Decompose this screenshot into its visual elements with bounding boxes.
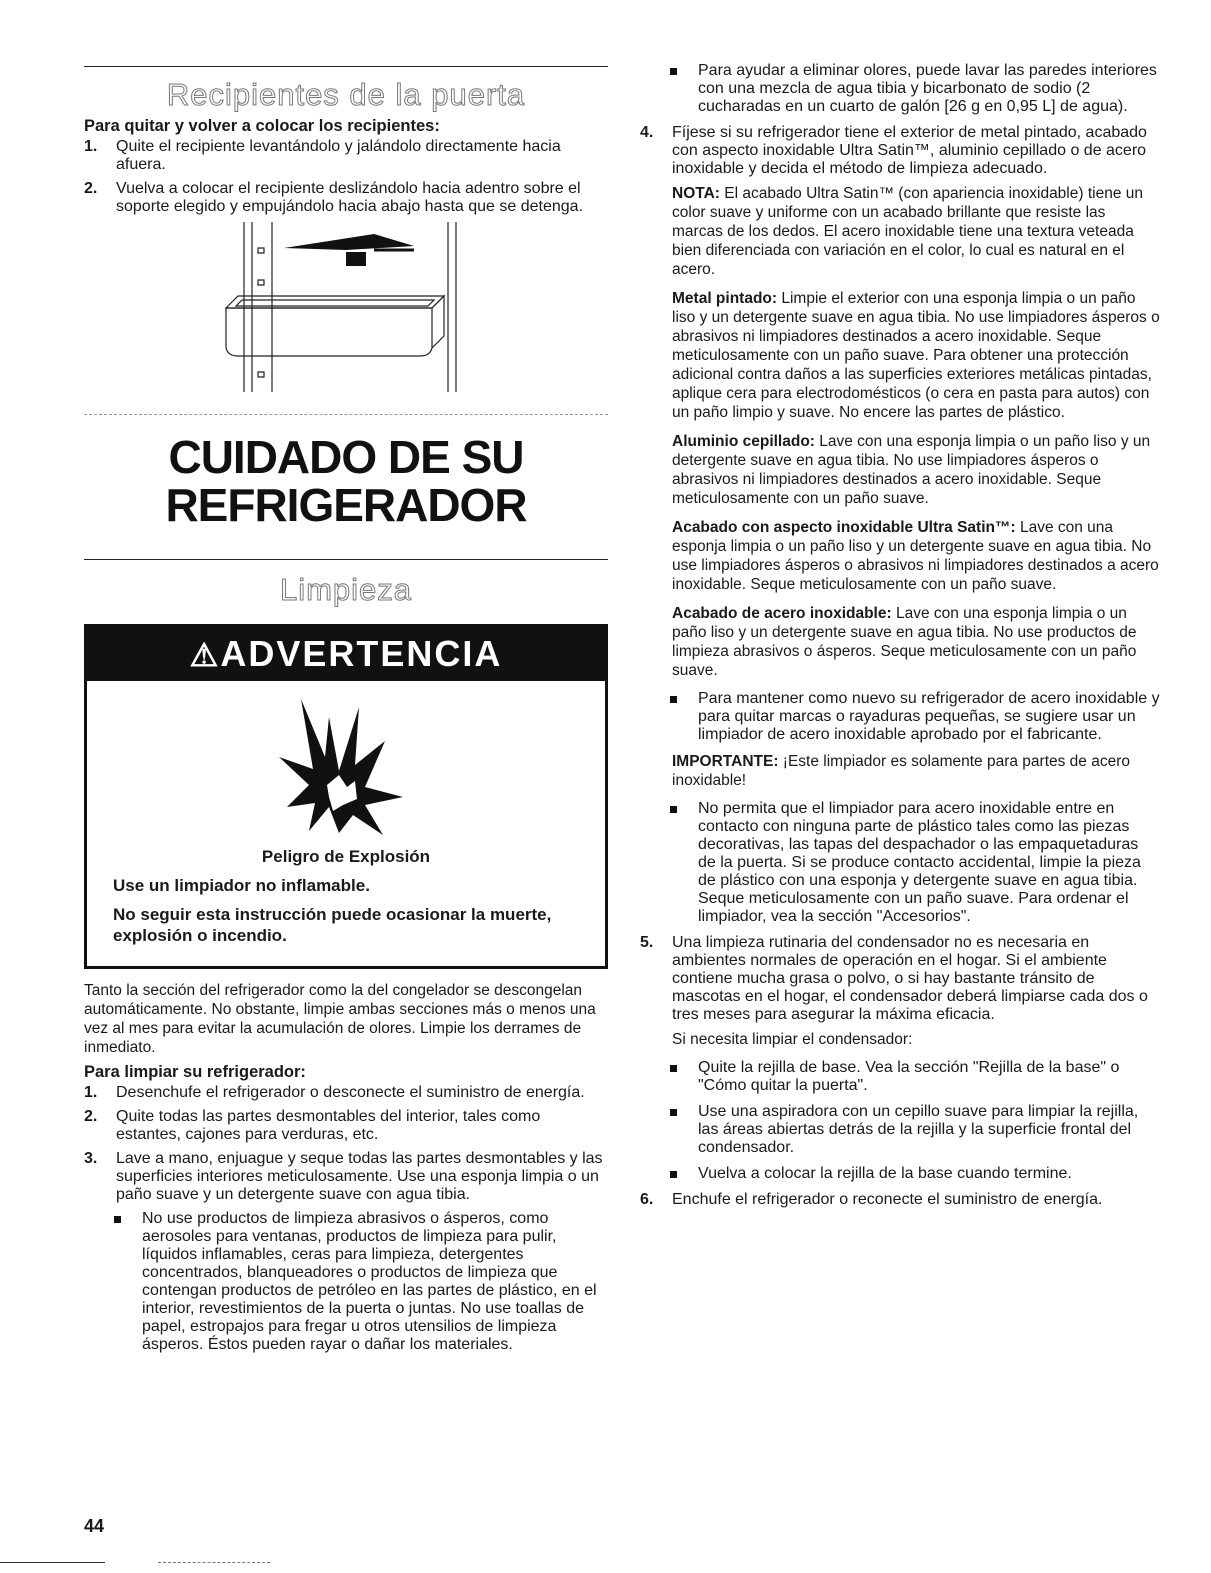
right-column [640, 62, 1160, 1215]
bullet-square-icon [670, 1103, 698, 1157]
bullet-item: Quite la rejilla de base. Vea la sección "Rejilla de la base" o "Cómo quitar la puerta". [670, 1059, 1160, 1095]
stainless-paragraph: Acabado de acero inoxidable: Lave con una esponja limpia o un paño liso y un detergente suave en agua tibia. No use productos de limpieza abrasivos o ásperos. Seque meticulosamente con un paño suave. [672, 605, 1137, 679]
explosion-icon [103, 687, 591, 843]
painted-metal-paragraph: Metal pintado: Limpie el exterior con una esponja limpia o un paño liso y un detergente suave en agua tibia. No use limpiadores ásperos o abrasivos ni limpiadores destinados a acero inoxidable. Seque meticulosamente con un paño suave. Para obtener una protección adicional contra daños a las superficies exteriores metálicas pintadas, aplique cera para electrodomésticos (o cera en pasta para autos) con un paño limpio y suave. No encere las partes de plástico. [672, 290, 1160, 421]
section-title-cleaning: Limpieza [279, 572, 413, 607]
section-title-door-bins: Recipientes de la puerta [166, 77, 526, 112]
brushed-aluminum-paragraph: Aluminio cepillado: Lave con una esponja limpia o un paño liso y un detergente suave en agua tibia. No use limpiadores ásperos o abrasivos ni limpiadores destinados a acero inoxidable. Seque meticulosamente con un paño suave. [672, 433, 1151, 507]
bullet-item: No permita que el limpiador para acero inoxidable entre en contacto con ninguna parte de plástico tales como las piezas decorativas, las tapas del despachador o las empaquetaduras de la puerta. Si se produce contacto accidental, limpie la pieza de plástico con una esponja y detergente suave en agua tibia. Seque meticulosamente con un paño suave. Para ordenar el limpiador, vea la sección "Accesorios". [670, 800, 1160, 926]
list-item: 2. Vuelva a colocar el recipiente deslizándolo hacia adentro sobre el soporte elegido y empujándolo hacia abajo hasta que se detenga. [84, 180, 584, 215]
list-item: 1. Desenchufe el refrigerador o desconecte el suministro de energía. [84, 1084, 585, 1101]
warning-box [84, 624, 608, 969]
door-bin-illustration [84, 222, 608, 402]
warning-triangle-icon: ⚠ [189, 637, 221, 673]
cleaning-intro: Tanto la sección del refrigerador como la del congelador se descongelan automáticamente. No obstante, limpie ambas secciones más o menos una vez al mes para evitar la acumulación de olores. Limpie los derrames de inmediato. [84, 982, 596, 1056]
ultra-satin-paragraph: Acabado con aspecto inoxidable Ultra Satin™: Lave con una esponja limpia o un paño liso y un detergente suave en agua tibia. No use limpiadores ásperos o abrasivos ni limpiadores destinados a acero inoxidable. Seque meticulosamente con un paño suave. [672, 519, 1159, 593]
bullet-square-icon [670, 1059, 698, 1095]
condenser-intro: Si necesita limpiar el condensador: [672, 1031, 913, 1048]
subheading-remove-bins: Para quitar y volver a colocar los recipientes: [84, 117, 440, 135]
bullet-square-icon [114, 1210, 142, 1354]
footer-dash [158, 1562, 270, 1563]
list-item: 4. Fíjese si su refrigerador tiene el exterior de metal pintado, acabado con aspecto inoxidable Ultra Satin™, aluminio cepillado o de acero inoxidable y decida el método de limpieza adecuado. [640, 124, 1147, 177]
section-rule [84, 66, 608, 67]
bullet-square-icon [670, 800, 698, 926]
list-item: 2. Quite todas las partes desmontables del interior, tales como estantes, cajones para verduras, etc. [84, 1108, 541, 1143]
important-paragraph: IMPORTANTE: ¡Este limpiador es solamente para partes de acero inoxidable! [672, 753, 1130, 789]
bullet-item: Use una aspiradora con un cepillo suave para limpiar la rejilla, las áreas abiertas detrás de la rejilla y la superficie frontal del condensador. [670, 1103, 1160, 1157]
footer-rule [0, 1562, 105, 1563]
list-item: 5. Una limpieza rutinaria del condensador no es necesaria en ambientes normales de operación en el hogar. Si el ambiente contiene mucha grasa o polvo, o si hay bastante tránsito de mascotas en el hogar, el condensador deberá limpiarse cada dos o tres meses para asegurar la máxima eficacia. [640, 934, 1148, 1023]
divider [84, 414, 608, 415]
warning-consequence: No seguir esta instrucción puede ocasionar la muerte, explosión o incendio. [113, 905, 552, 945]
list-item: 6. Enchufe el refrigerador o reconecte el suministro de energía. [640, 1191, 1103, 1208]
warning-instruction: Use un limpiador no inflamable. [113, 876, 370, 895]
bullet-item: No use productos de limpieza abrasivos o ásperos, como aerosoles para ventanas, productos de limpieza para pulir, líquidos inflamables, ceras para limpieza, detergentes concentrados, blanqueadores o productos de limpieza que contengan productos de petróleo en las partes de plástico, en el interior, revestimientos de la puerta o juntas. No use toallas de papel, estropajos para fregar u otros utensilios de limpieza ásperos. Éstos pueden rayar o dañar los materiales. [114, 1210, 608, 1354]
bullet-square-icon [670, 690, 698, 744]
bullet-square-icon [670, 62, 698, 116]
hazard-title: Peligro de Explosión [261, 847, 431, 866]
list-item: 3. Lave a mano, enjuague y seque todas las partes desmontables y las superficies interiores meticulosamente. Use una esponja limpia o un paño suave y un detergente suave con agua tibia. [84, 1150, 603, 1203]
subheading-clean-fridge: Para limpiar su refrigerador: [84, 1063, 306, 1081]
left-column [84, 66, 608, 1362]
bullet-item: Para mantener como nuevo su refrigerador de acero inoxidable y para quitar marcas o rayaduras pequeñas, se sugiere usar un limpiador de acero inoxidable aprobado por el fabricante. [670, 690, 1160, 744]
bullet-square-icon [670, 1165, 698, 1183]
note-paragraph: NOTA: El acabado Ultra Satin™ (con apariencia inoxidable) tiene un color suave y uniforme con un acabado brillante que resiste las marcas de los dedos. El acero inoxidable tiene una textura veteada bien diferenciada con variación en el color, lo cual es natural en el acero. [672, 185, 1143, 278]
bullet-item: Para ayudar a eliminar olores, puede lavar las paredes interiores con una mezcla de agua tibia y bicarbonato de sodio (2 cucharadas en un cuarto de galón [26 g en 0,95 L] de agua). [670, 62, 1160, 116]
page-title: CUIDADO DE SU REFRIGERADOR [165, 431, 527, 531]
section-rule [84, 559, 608, 560]
page-number: 44 [84, 1516, 105, 1536]
warning-header: ⚠ADVERTENCIA [87, 627, 605, 681]
list-item: 1. Quite el recipiente levantándolo y jalándolo directamente hacia afuera. [84, 138, 561, 173]
bullet-item: Vuelva a colocar la rejilla de la base cuando termine. [670, 1165, 1160, 1183]
